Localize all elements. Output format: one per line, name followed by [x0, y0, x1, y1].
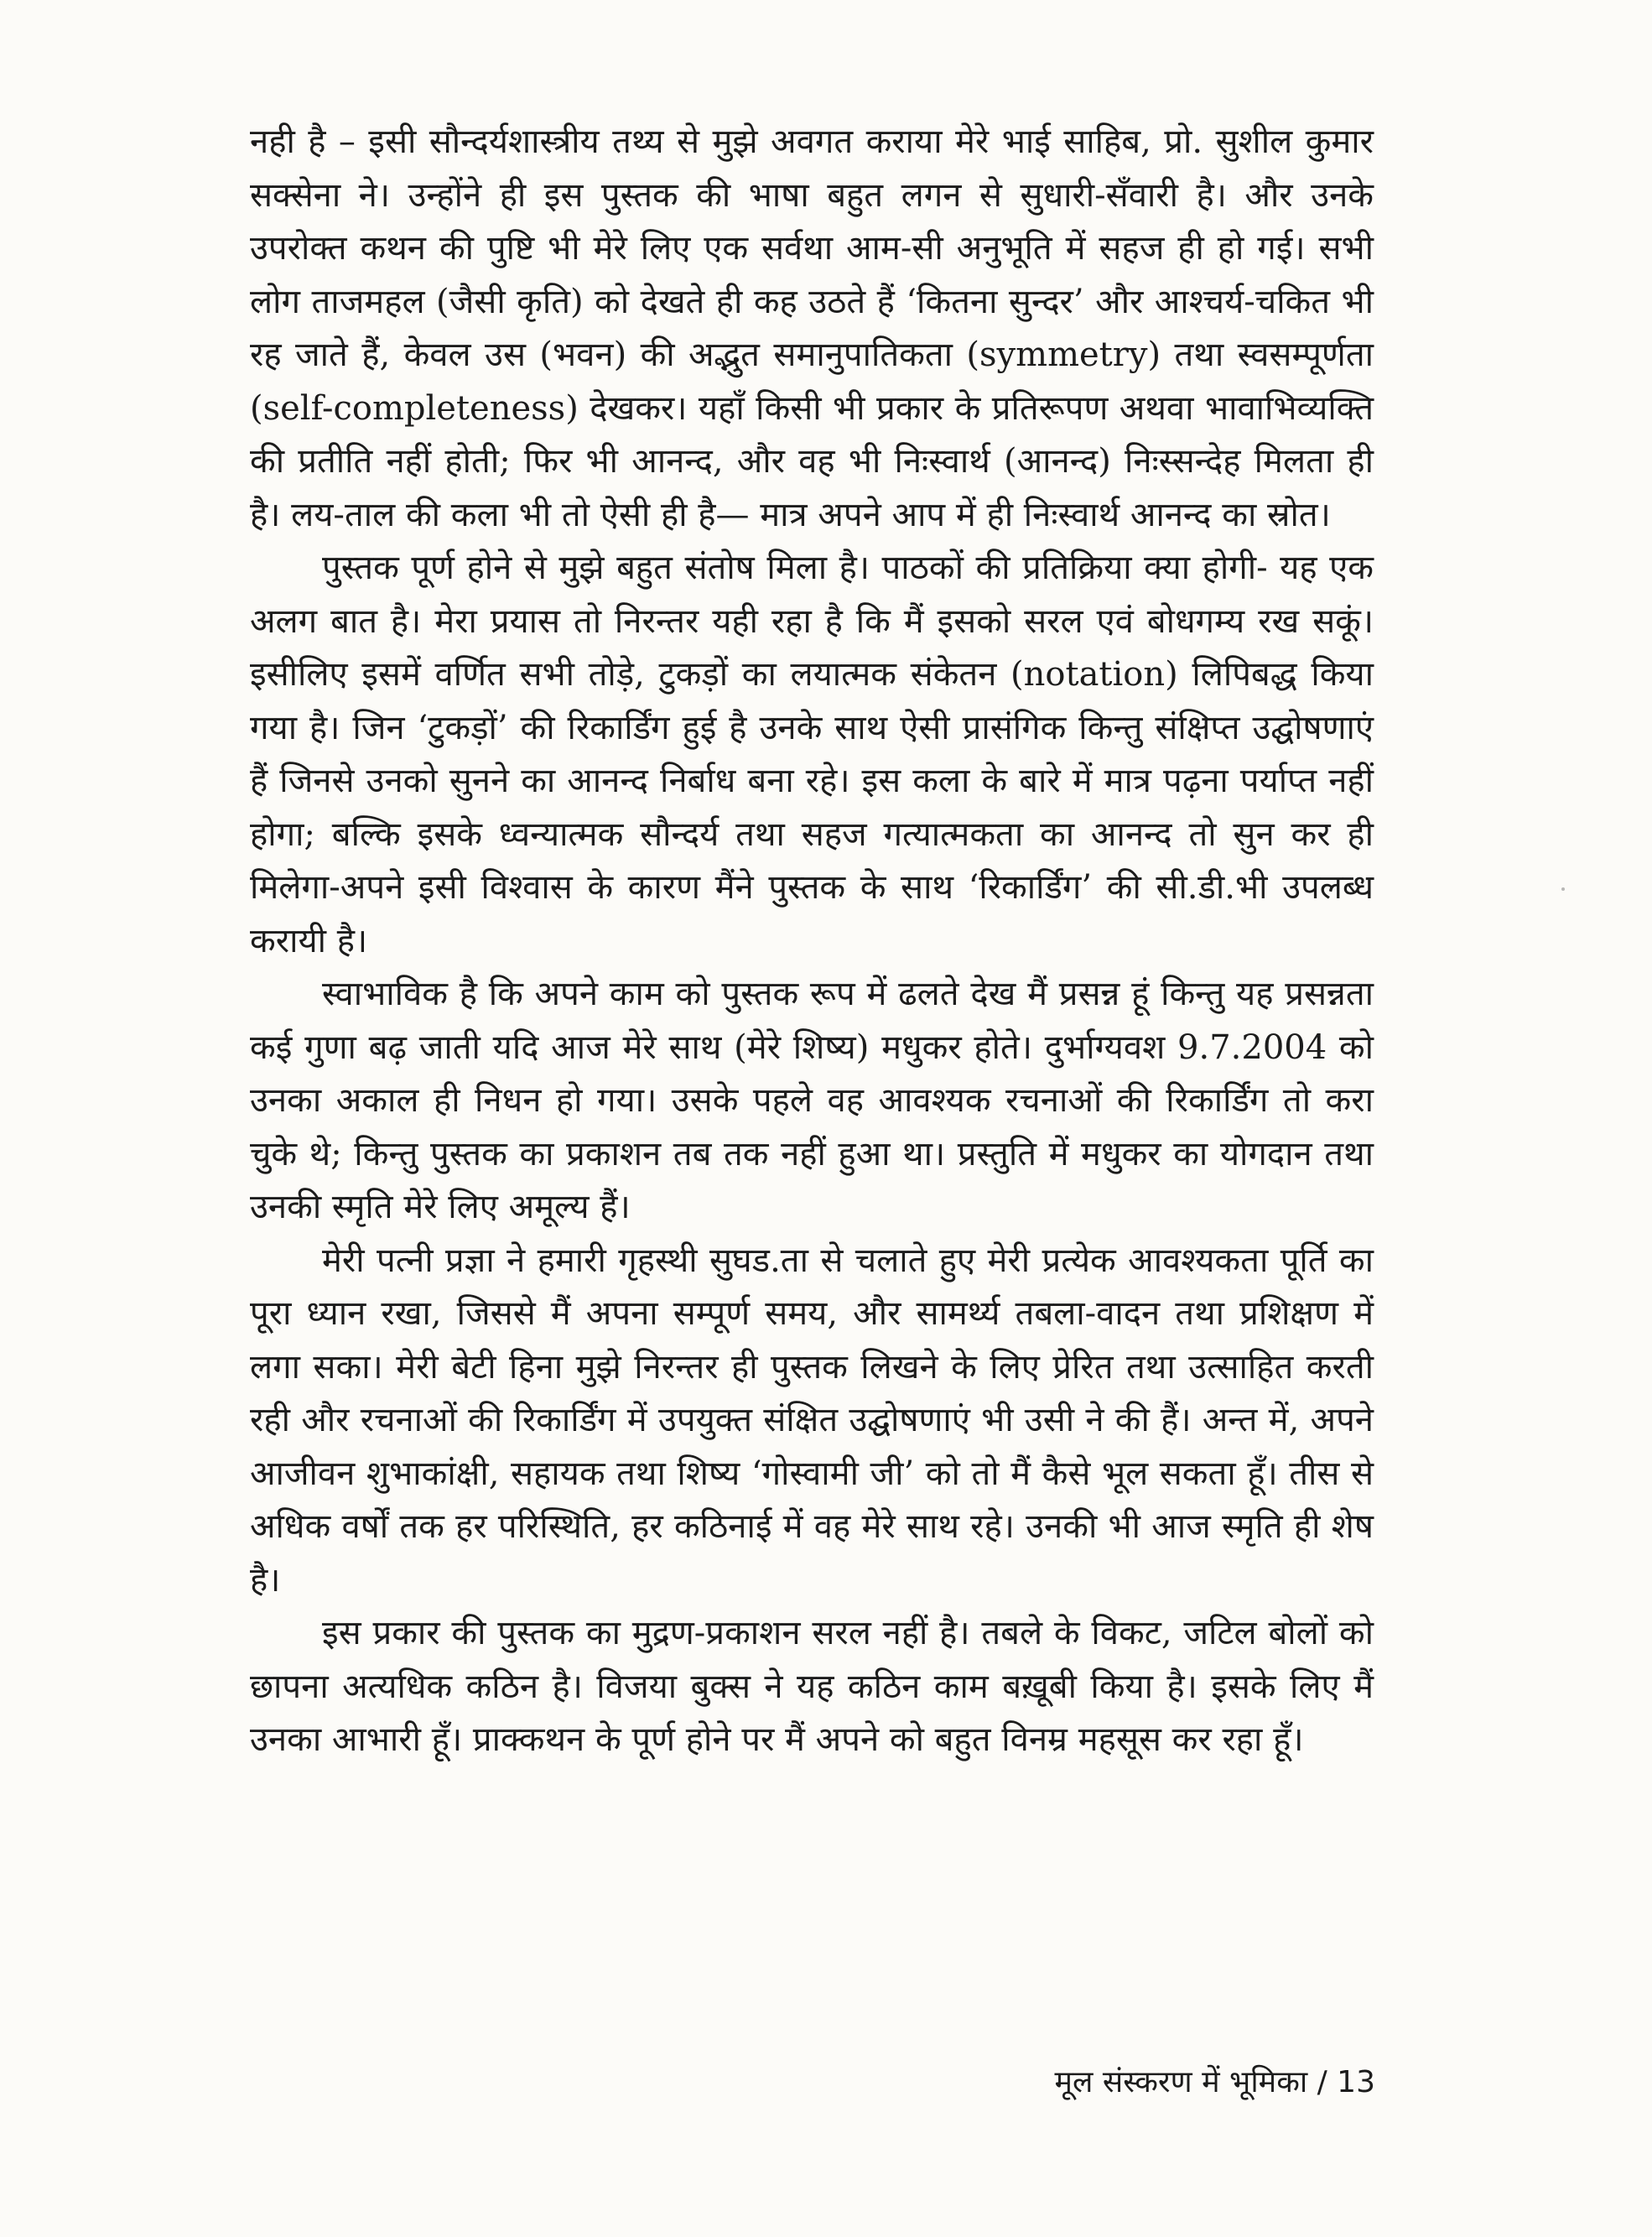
paper-speck	[1561, 887, 1565, 891]
paragraph-taj-mahal: नही है – इसी सौन्दर्यशास्त्रीय तथ्य से मुझे अवगत कराया मेरे भाई साहिब, प्रो. सुशील कुमार सक्सेना ने। उन्होंने ही इस पुस्तक की भाषा बहुत लगन से सुधारी-सँवारी है। और उनके उपरोक्त कथन की पुष्टि भी मेरे लिए एक सर्वथा आम-सी अनुभूति में सहज ही हो गई। सभी लोग ताजमहल (जैसी कृति) को देखते ही कह उठते हैं ‘कितना सुन्दर’ और आश्चर्य-चकित भी रह जाते हैं, केवल उस (भवन) की अद्भुत समानुपातिकता (symmetry) तथा स्वसम्पूर्णता (self-completeness) देखकर। यहाँ किसी भी प्रकार के प्रतिरूपण अथवा भावाभिव्यक्ति की प्रतीति नहीं होती; फिर भी आनन्द, और वह भी निःस्वार्थ (आनन्द) निःस्सन्देह मिलता ही है। लय-ताल की कला भी तो ऐसी ही है— मात्र अपने आप में ही निःस्वार्थ आनन्द का स्रोत।	[250, 122, 1374, 534]
paragraph-family-thanks: मेरी पत्नी प्रज्ञा ने हमारी गृहस्थी सुघड.ता से चलाते हुए मेरी प्रत्येक आवश्यकता पूर्ति का पूरा ध्यान रखा, जिससे मैं अपना सम्पूर्ण समय, और सामर्थ्य तबला-वादन तथा प्रशिक्षण में लगा सका। मेरी बेटी हिना मुझे निरन्तर ही पुस्तक लिखने के लिए प्रेरित तथा उत्साहित करती रही और रचनाओं की रिकार्डिंग में उपयुक्त संक्षित उद्घोषणाएं भी उसी ने की हैं। अन्त में, अपने आजीवन शुभाकांक्षी, सहायक तथा शिष्य ‘गोस्वामी जी’ को तो मैं कैसे भूल सकता हूँ। तीस से अधिक वर्षों तक हर परिस्थिति, हर कठिनाई में वह मेरे साथ रहे। उनकी भी आज स्मृति ही शेष है।	[250, 1241, 1374, 1600]
paragraph-book-completion: पुस्तक पूर्ण होने से मुझे बहुत संतोष मिला है। पाठकों की प्रतिक्रिया क्या होगी- यह एक अलग बात है। मेरा प्रयास तो निरन्तर यही रहा है कि मैं इसको सरल एवं बोधगम्य रख सकूं। इसीलिए इसमें वर्णित सभी तोड़े, टुकड़ों का लयात्मक संकेतन (notation) लिपिबद्ध किया गया है। जिन ‘टुकड़ों’ की रिकार्डिंग हुई है उनके साथ ऐसी प्रासंगिक किन्तु संक्षिप्त उद्घोषणाएं हैं जिनसे उनको सुनने का आनन्द निर्बाध बना रहे। इस कला के बारे में मात्र पढ़ना पर्याप्त नहीं होगा; बल्कि इसके ध्वन्यात्मक सौन्दर्य तथा सहज गत्यात्मकता का आनन्द तो सुन कर ही मिलेगा-अपने इसी विश्वास के कारण मैंने पुस्तक के साथ ‘रिकार्डिंग’ की सी.डी.भी उपलब्ध करायी है।	[250, 549, 1374, 960]
paragraph-publisher-thanks: इस प्रकार की पुस्तक का मुद्रण-प्रकाशन सरल नहीं है। तबले के विकट, जटिल बोलों को छापना अत्यधिक कठिन है। विजया बुक्स ने यह कठिन काम बख़ूबी किया है। इसके लिए मैं उनका आभारी हूँ। प्राक्कथन के पूर्ण होने पर मैं अपने को बहुत विनम्र महसूस कर रहा हूँ।	[250, 1614, 1374, 1759]
body-text	[250, 116, 1374, 1767]
paragraph-madhukar: स्वाभाविक है कि अपने काम को पुस्तक रूप में ढलते देख मैं प्रसन्न हूं किन्तु यह प्रसन्नता कई गुणा बढ़ जाती यदि आज मेरे साथ (मेरे शिष्य) मधुकर होते। दुर्भाग्यवश 9.7.2004 को उनका अकाल ही निधन हो गया। उसके पहले वह आवश्यक रचनाओं की रिकार्डिंग तो करा चुके थे; किन्तु पुस्तक का प्रकाशन तब तक नहीं हुआ था। प्रस्तुति में मधुकर का योगदान तथा उनकी स्मृति मेरे लिए अमूल्य हैं।	[250, 975, 1374, 1226]
page-footer: मूल संस्करण में भूमिका / 13	[1054, 2065, 1375, 2099]
